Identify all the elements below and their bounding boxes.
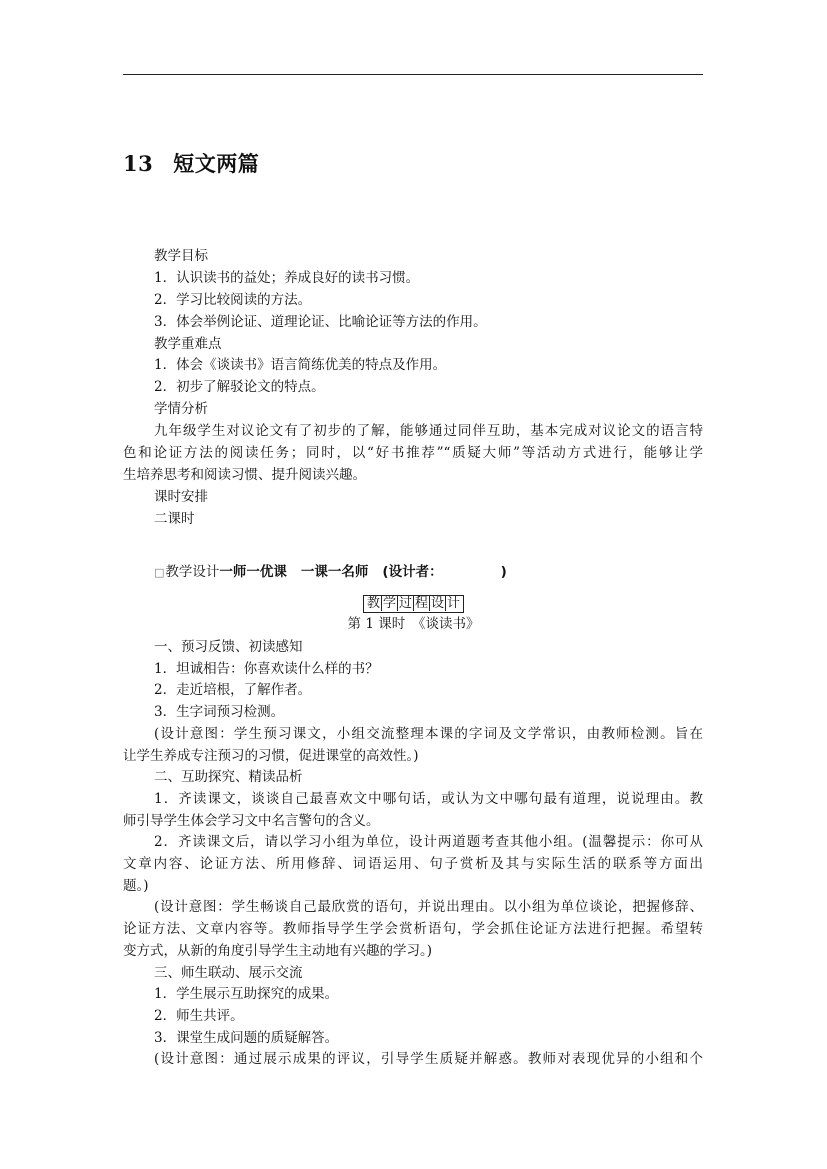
- lesson-number: 13: [123, 151, 154, 176]
- boxed-char: 学: [382, 596, 396, 611]
- designer-open: (设计者：: [382, 564, 443, 580]
- body-line: 2．师生共评。: [154, 1007, 244, 1024]
- goal-item: 2．学习比较阅读的方法。: [154, 292, 312, 308]
- analysis-line: 色和论证方法的阅读任务；同时，以“好书推荐”“质疑大师”等活动方式进行，能够让学: [123, 445, 703, 461]
- boxed-char: 教: [366, 596, 380, 611]
- slogan-two: 一课一名师: [300, 564, 369, 580]
- body-line: 三、师生联动、展示交流: [154, 964, 303, 981]
- analysis-line: 生培养思考和阅读习惯、提升阅读兴趣。: [123, 467, 366, 483]
- goal-item: 3．体会举例论证、道理论证、比喻论证等方法的作用。: [154, 314, 487, 330]
- schedule-heading: 课时安排: [154, 489, 208, 505]
- slogan-one: 一师一优课: [219, 564, 287, 580]
- body-line: 1．学生展示互助探究的成果。: [154, 986, 339, 1003]
- process-heading: [0, 593, 827, 613]
- body-line: 论证方法、文章内容等。教师指导学生学会赏析语句，学会抓住论证方法进行把握。希望转: [123, 921, 703, 938]
- design-line: [154, 562, 507, 583]
- body-line: 文章内容、论证方法、所用修辞、词语运用、句子赏析及其与实际生活的联系等方面出: [123, 856, 703, 872]
- boxed-title: [363, 595, 464, 613]
- body-line: 2．走近培根，了解作者。: [154, 682, 312, 699]
- lesson-subtitle: 第 1 课时 《谈读书》: [347, 616, 480, 632]
- analysis-heading: 学情分析: [154, 401, 208, 417]
- goals-heading: 教学目标: [154, 248, 208, 264]
- body-line: 1．坦诚相告：你喜欢读什么样的书？: [154, 660, 379, 677]
- body-line: 题。): [123, 877, 149, 894]
- body-line: 一、预习反馈、初读感知: [154, 639, 303, 655]
- body-line: (设计意图：学生预习课文，小组交流整理本课的字词及文学常识，由教师检测。旨在: [154, 725, 703, 742]
- focus-item: 1．体会《谈读书》语言简练优美的特点及作用。: [154, 357, 447, 373]
- body-line: 1．齐读课文，谈谈自己最喜欢文中哪句话，或认为文中哪句最有道理，说说理由。教: [154, 790, 703, 807]
- boxed-char: 计: [447, 596, 461, 611]
- designer-close: ): [500, 564, 507, 580]
- boxed-char: 设: [431, 596, 445, 611]
- checkbox-icon: □: [154, 566, 165, 579]
- body-line: 3．课堂生成问题的质疑解答。: [154, 1029, 339, 1046]
- boxed-char: 过: [398, 596, 412, 611]
- body-line: (设计意图：通过展示成果的评议，引导学生质疑并解惑。教师对表现优异的小组和个: [154, 1051, 703, 1068]
- focus-heading: 教学重难点: [154, 336, 222, 352]
- page-title: [123, 148, 259, 178]
- goal-item: 1．认识读书的益处；养成良好的读书习惯。: [154, 270, 420, 286]
- boxed-char: 程: [415, 596, 429, 611]
- body-line: 让学生养成专注预习的习惯，促进课堂的高效性。): [123, 747, 419, 764]
- lesson-title: 短文两篇: [173, 151, 260, 176]
- body-line: 变方式，从新的角度引导学生主动地有兴趣的学习。): [123, 942, 433, 959]
- body-line: (设计意图：学生畅谈自己最欣赏的语句，并说出理由。以小组为单位谈论，把握修辞、: [154, 899, 703, 916]
- header-rule: [123, 74, 703, 75]
- focus-item: 2．初步了解驳论文的特点。: [154, 379, 325, 395]
- design-label: 教学设计: [165, 564, 220, 580]
- body-line: 二、互助探究、精读品析: [154, 769, 303, 786]
- body-line: 师引导学生体会学习文中名言警句的含义。: [123, 812, 380, 829]
- analysis-line: 九年级学生对议论文有了初步的了解，能够通过同伴互助，基本完成对议论文的语言特: [154, 423, 703, 439]
- body-line: 3．生字词预习检测。: [154, 704, 285, 721]
- schedule-value: 二课时: [154, 511, 195, 527]
- body-line: 2．齐读课文后，请以学习小组为单位，设计两道题考查其他小组。(温馨提示：你可从: [154, 834, 703, 851]
